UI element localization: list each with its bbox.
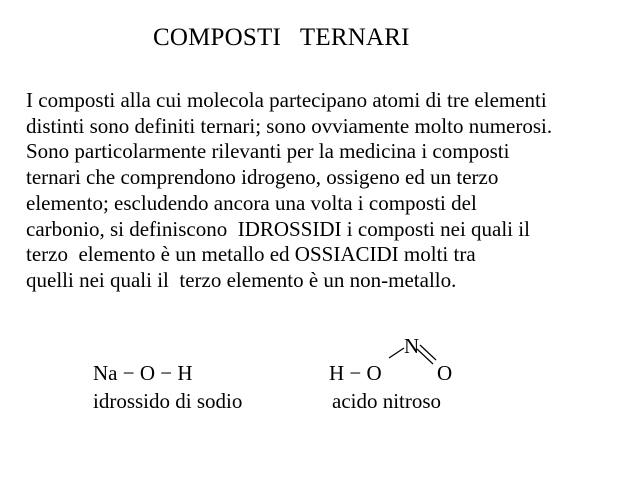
paragraph-line: carbonio, si definiscono IDROSSIDI i composti nei quali il	[26, 216, 530, 241]
paragraph-line: distinti sono definiti ternari; sono ovviamente molto numerosi.	[26, 113, 553, 138]
double-bond-n-o-a	[420, 345, 436, 360]
paragraph-line: Sono particolarmente rilevanti per la medicina i composti	[26, 139, 510, 164]
paragraph-line: quelli nei quali il terzo elemento è un non-metallo.	[26, 267, 457, 292]
single-bond-o-n	[389, 348, 404, 358]
paragraph-line: ternari che comprendono idrogeno, ossigeno ed un terzo	[26, 165, 499, 190]
nitrous-acid-name: acido nitroso	[332, 389, 442, 413]
paragraph-line: terzo elemento è un metallo ed OSSIACIDI molti tra	[26, 242, 476, 267]
nitrogen-atom: N	[404, 334, 420, 358]
paragraph-line: I composti alla cui molecola partecipano atomi di tre elementi	[26, 88, 547, 112]
sodium-hydroxide-name: idrossido di sodio	[93, 389, 243, 413]
nitrous-acid-formula-left: H − O	[329, 361, 382, 385]
page-title: COMPOSTI TERNARI	[153, 24, 410, 51]
double-bond-n-o-b	[417, 349, 433, 364]
paragraph-line: elemento; escludendo ancora una volta i composti del	[26, 190, 477, 215]
oxygen-atom: O	[437, 361, 453, 385]
sodium-hydroxide-formula: Na − O − H	[93, 361, 193, 385]
